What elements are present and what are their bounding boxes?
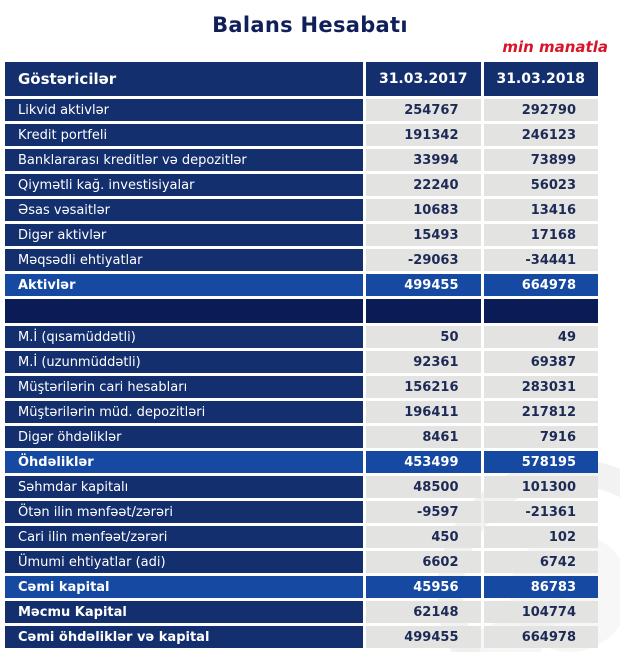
row-value-2018: 283031 [484,376,599,398]
row-value-2018 [484,299,599,323]
row-value-2018: 104774 [484,601,599,623]
table-body [5,99,598,648]
row-value-2017: 10683 [366,199,481,221]
units-note: min manatla [502,38,608,56]
row-value-2017: 191342 [366,124,481,146]
row-value-2018: 7916 [484,426,599,448]
row-value-2017: 50 [366,326,481,348]
row-label: Kredit portfeli [5,124,363,146]
row-label: Cari ilin mənfəət/zərəri [5,526,363,548]
row-value-2017 [366,299,481,323]
row-label: Aktivlər [5,274,363,296]
row-value-2018: 102 [484,526,599,548]
row-value-2018: 49 [484,326,599,348]
row-label: Banklararası kreditlər və depozitlər [5,149,363,171]
row-label: M.İ (qısamüddətli) [5,326,363,348]
row-value-2018: 13416 [484,199,599,221]
row-value-2017: -9597 [366,501,481,523]
row-value-2017: 196411 [366,401,481,423]
row-value-2017: 62148 [366,601,481,623]
row-label: Cəmi kapital [5,576,363,598]
row-value-2018: 6742 [484,551,599,573]
header-indicators-label: Göstəricilər [5,62,363,96]
row-value-2017: 22240 [366,174,481,196]
row-value-2017: 45956 [366,576,481,598]
table-row [5,476,598,498]
row-label: Müştərilərin müd. depozitləri [5,401,363,423]
row-value-2017: 450 [366,526,481,548]
table-row [5,351,598,373]
row-value-2018: 69387 [484,351,599,373]
row-value-2017: 6602 [366,551,481,573]
table-row [5,576,598,598]
row-label: Əsas vəsaitlər [5,199,363,221]
table-row [5,526,598,548]
row-label: Digər öhdəliklər [5,426,363,448]
row-label: Məqsədli ehtiyatlar [5,249,363,271]
table-row [5,551,598,573]
header-date-2018: 31.03.2018 [484,62,599,96]
table-row [5,199,598,221]
table-row [5,501,598,523]
table-row [5,274,598,296]
row-value-2018: 217812 [484,401,599,423]
table-row [5,174,598,196]
row-value-2018: 578195 [484,451,599,473]
row-label [5,299,363,323]
row-value-2017: 33994 [366,149,481,171]
row-value-2017: 453499 [366,451,481,473]
row-label: M.İ (uzunmüddətli) [5,351,363,373]
header-date-2017: 31.03.2017 [366,62,481,96]
row-value-2018: -34441 [484,249,599,271]
row-value-2018: 73899 [484,149,599,171]
row-label: Likvid aktivlər [5,99,363,121]
row-label: Qiymətli kağ. investisiyalar [5,174,363,196]
table-row [5,249,598,271]
table-row [5,601,598,623]
row-value-2017: 15493 [366,224,481,246]
row-value-2017: -29063 [366,249,481,271]
table-row [5,99,598,121]
row-value-2018: 101300 [484,476,599,498]
table-row [5,376,598,398]
table-row [5,149,598,171]
table-row [5,626,598,648]
row-value-2018: 56023 [484,174,599,196]
row-label: Öhdəliklər [5,451,363,473]
table-row [5,451,598,473]
row-value-2018: -21361 [484,501,599,523]
table-row [5,426,598,448]
page-title: Balans Hesabatı [212,13,408,37]
table-row [5,299,598,323]
table-row [5,401,598,423]
row-value-2017: 156216 [366,376,481,398]
row-value-2017: 8461 [366,426,481,448]
table-row [5,326,598,348]
row-value-2018: 246123 [484,124,599,146]
row-value-2017: 92361 [366,351,481,373]
row-value-2017: 48500 [366,476,481,498]
row-value-2017: 499455 [366,274,481,296]
row-label: Səhmdar kapitalı [5,476,363,498]
row-label: Ötən ilin mənfəət/zərəri [5,501,363,523]
row-value-2018: 86783 [484,576,599,598]
row-label: Müştərilərin cari hesabları [5,376,363,398]
row-label: Digər aktivlər [5,224,363,246]
balance-table [5,62,598,648]
row-value-2018: 292790 [484,99,599,121]
row-label: Cəmi öhdəliklər və kapital [5,626,363,648]
row-value-2017: 254767 [366,99,481,121]
row-value-2018: 17168 [484,224,599,246]
row-value-2018: 664978 [484,626,599,648]
row-value-2018: 664978 [484,274,599,296]
row-value-2017: 499455 [366,626,481,648]
table-row [5,224,598,246]
row-label: Məcmu Kapital [5,601,363,623]
row-label: Ümumi ehtiyatlar (adi) [5,551,363,573]
table-header-row [5,62,598,96]
table-row [5,124,598,146]
